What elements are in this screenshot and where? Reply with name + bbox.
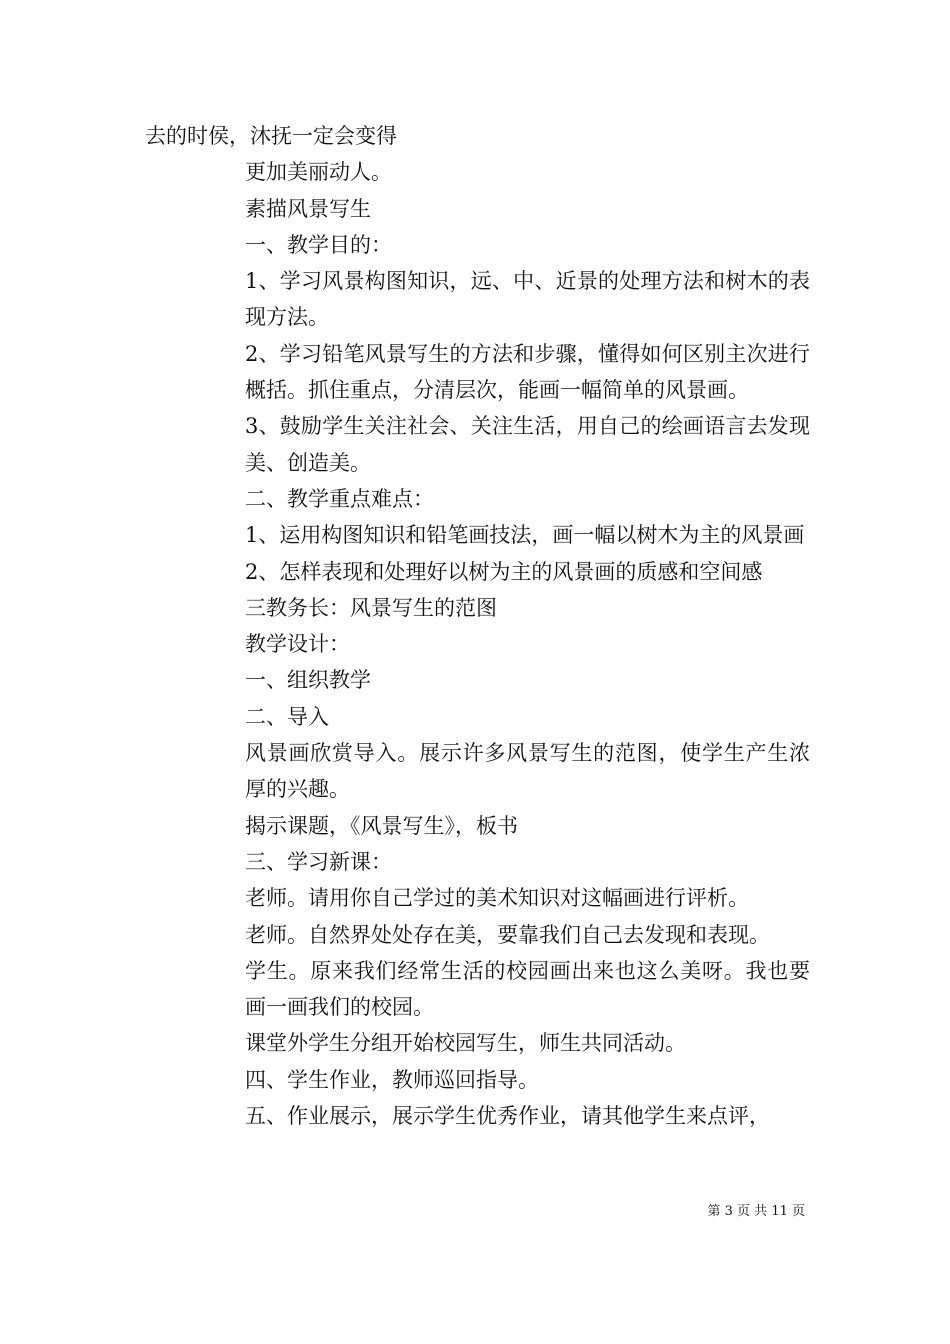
list-item: 2、怎样表现和处理好以树为主的风景画的质感和空间感 — [245, 559, 763, 584]
dialogue-line: 学生。原来我们经常生活的校园画出来也这么美呀。我也要画一画我们的校园。 — [245, 958, 810, 1020]
section-heading: 教学设计： — [245, 632, 350, 657]
document-body — [145, 118, 810, 1134]
list-item: 2、学习铅笔风景写生的方法和步骤，懂得如何区别主次进行概括。抓住重点，分清层次，能画一幅简单的风景画。 — [245, 341, 810, 403]
section-heading: 一、教学目的： — [245, 232, 392, 257]
paragraph-text: 揭示课题，《风景写生》，板书 — [245, 813, 518, 838]
page-number: 第 3 页 共 11 页 — [707, 1204, 805, 1219]
section-heading: 二、教学重点难点： — [245, 486, 434, 511]
dialogue-line: 老师。自然界处处存在美，要靠我们自己去发现和表现。 — [245, 922, 770, 947]
section-heading: 三教务长：风景写生的范图 — [245, 595, 497, 620]
step-heading: 一、组织教学 — [245, 668, 371, 693]
section-title: 素描风景写生 — [245, 196, 371, 221]
paragraph-continuation: 去的时侯，沐抚一定会变得 — [145, 124, 397, 148]
paragraph-text: 更加美丽动人。 — [245, 160, 392, 185]
step-heading: 四、学生作业，教师巡回指导。 — [245, 1067, 539, 1092]
step-heading: 三、学习新课： — [245, 849, 392, 874]
paragraph-text: 风景画欣赏导入。展示许多风景写生的范图，使学生产生浓厚的兴趣。 — [245, 741, 810, 802]
list-item: 1、运用构图知识和铅笔画技法，画一幅以树木为主的风景画 — [245, 523, 805, 548]
list-item: 1、学习风景构图知识，远、中、近景的处理方法和树木的表现方法。 — [245, 269, 810, 330]
dialogue-line: 老师。请用你自己学过的美术知识对这幅画进行评析。 — [245, 886, 749, 911]
step-heading: 五、作业展示，展示学生优秀作业，请其他学生来点评， — [245, 1104, 770, 1129]
paragraph-text: 课堂外学生分组开始校园写生，师生共同活动。 — [245, 1031, 686, 1056]
step-heading: 二、导入 — [245, 704, 329, 729]
list-item: 3、鼓励学生关注社会、关注生活，用自己的绘画语言去发现美、创造美。 — [245, 414, 810, 475]
